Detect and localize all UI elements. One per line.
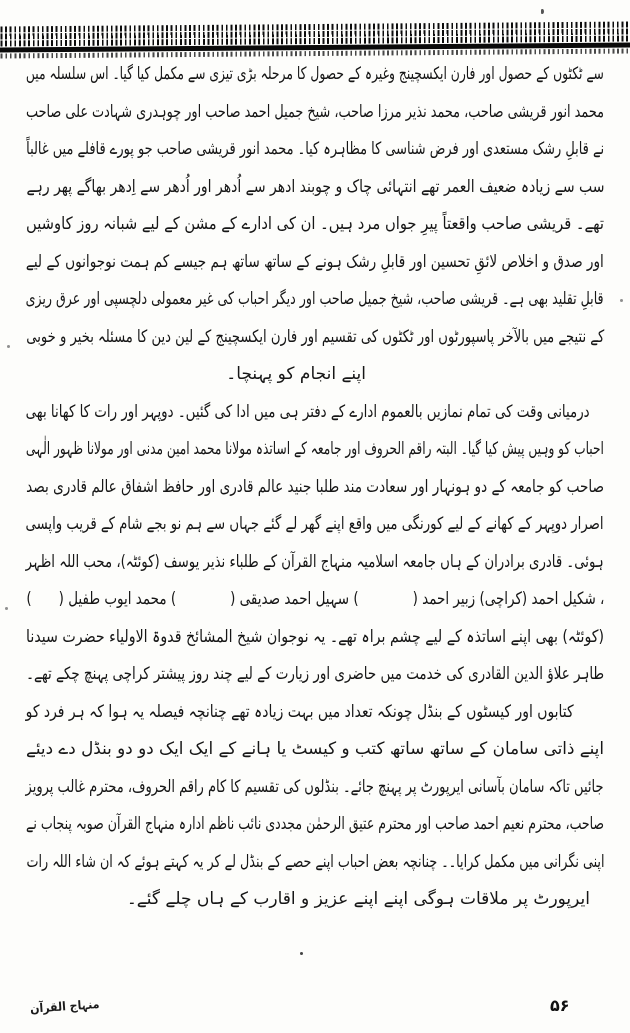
scan-speck	[7, 345, 10, 348]
text-line: محمد انور قریشی صاحب، محمد نذیر مرزا صاحب، شیخ جمیل احمد صاحب اور چوہدری شہادت علی صاحب	[25, 101, 604, 122]
scan-speck	[5, 607, 8, 610]
text-line: اپنے ذاتی سامان کے ساتھ ساتھ کتب و کیسٹ یا ہانے کے ایک ایک دو دو بنڈل دے دیئے	[26, 739, 604, 759]
scan-speck	[541, 9, 544, 14]
text-line-names-with-blanks: ، شکیل احمد (کراچی) زبیر احمد ( ) سہیل احمد صدیقی ( ) محمد ایوب طفیل ( )	[26, 589, 604, 609]
text-line: صاحب کو جامعہ کے دو ہونہار اور سعادت مند طلبا جنید عالم قادری اور حافظ اشفاق عالم قادری بصد	[26, 476, 604, 497]
text-line: اپنے انجام کو پہنچا۔	[226, 364, 366, 384]
text-line: تھے۔ قریشی صاحب واقعتاً پیرِ جواں مرد ہیں۔ ان کی ادارے کے مشن کے لیے شبانہ روز کاوشیں	[26, 214, 604, 234]
text-line: ہوئی۔ قادری برادران کے ہاں جامعہ اسلامیہ منہاج القرآن کے طلباء نذیر یوسف (کوئٹہ)، محب اللہ اظہر	[25, 551, 604, 572]
publisher-imprint: منہاج القرآن	[29, 996, 100, 1017]
page-number: ۵۶	[550, 996, 570, 1015]
text-line: کتابوں اور کیسٹوں کے بنڈل چونکہ تعداد میں بہت زیادہ تھے چنانچہ فیصلہ یہ ہوا کہ ہر فرد کو	[25, 701, 574, 722]
text-line: (کوئٹہ) بھی اپنے اساتذہ کے لیے چشم براہ تھے۔ یہ نوجوان شیخ المشائخ قدوۃ الاولیاء حضرت سیدنا	[25, 626, 604, 647]
text-line: سے ٹکٹوں کے حصول اور فارن ایکسچینج وغیرہ کے حصول کا مرحلہ بڑی تیزی سے مکمل کیا گیا۔ اس سلسلہ میں	[26, 64, 604, 84]
text-line: اپنی نگرانی میں مکمل کرایا۔۔ چنانچہ بعض احباب اپنے حصے کے بنڈل لے کر یہ کہتے ہوئے کہ ان شاء اللہ رات	[25, 851, 604, 872]
page-text-body	[26, 56, 604, 919]
text-line: کے نتیجے میں بالآخر پاسپورٹوں اور ٹکٹوں کی تقسیم اور فارن ایکسچینج کے لین دین کا مسئلہ بخیر و خوبی	[26, 326, 604, 347]
text-line: اصرار دوپہر کے کھانے کے لیے کورنگی میں واقع اپنے گھر لے گئے جہاں سے ہم نو بجے شام کے قریب واپسی	[26, 514, 604, 534]
text-line: صاحب، محترم نعیم احمد صاحب اور محترم عتیق الرحمٰن مجددی نائب ناظم ادارہ منہاج القرآن صوبہ پنجاب نے	[25, 814, 604, 834]
text-line: قابلِ تقلید بھی ہے۔ قریشی صاحب، شیخ جمیل صاحب اور دیگر احباب کی غیر معمولی دلچسپی اور عرق ریزی	[26, 289, 604, 309]
text-line: احباب کو وہیں پیش کیا گیا۔ البتہ راقم الحروف اور جامعہ کے اساتذہ مولانا محمد امین مدنی اور مولانا ظہور الٰہی	[25, 439, 604, 459]
text-line: اور صدق و اخلاص لائقِ تحسین اور قابلِ رشک ہونے کے ساتھ ساتھ ہم جیسے کم ہمت نوجوانوں کے لیے	[26, 251, 604, 272]
text-line: سب سے زیادہ ضعیف العمر تھے انتہائی چاک و چوبند ادھر سے اُدھر اور اُدھر سے اِدھر بھاگے پھر رہے	[25, 176, 604, 197]
text-line: ایرپورٹ پر ملاقات ہوگی اپنے اپنے عزیز و اقارب کے ہاں چلے گئے۔	[126, 889, 590, 909]
text-line: نے قابلِ رشک مستعدی اور فرض شناسی کا مظاہرہ کیا۔ محمد انور قریشی صاحب جو پورے قافلے میں غالباً	[26, 139, 604, 159]
scan-speck	[300, 952, 303, 955]
text-line: جائیں تاکہ سامان بآسانی ایرپورٹ پر پہنچ جائے۔ بنڈلوں کی تقسیم کا کام راقم الحروف، محترم غالب پرویز	[26, 776, 604, 797]
text-line: درمیانی وقت کی تمام نمازیں بالعموم ادارے کے دفتر ہی میں ادا کی گئیں۔ دوپہر اور رات کا کھانا بھی	[26, 401, 590, 422]
text-line: طاہر علاؤ الدین القادری کی خدمت میں حاضری اور زیارت کے لیے چند روز پیشتر کراچی پہنچ چکے تھے۔	[25, 664, 604, 684]
scan-speck	[620, 299, 623, 302]
ornamental-header-rule	[0, 21, 630, 60]
